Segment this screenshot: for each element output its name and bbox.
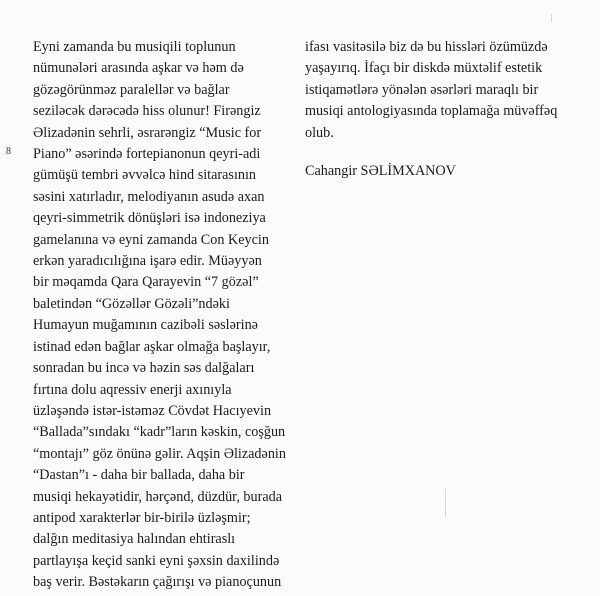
left-column bbox=[33, 37, 303, 594]
text-line: yaşayırıq. İfaçı bir diskdə müxtəlif estetik bbox=[305, 60, 543, 77]
text-line: erkən yaradıcılığına işarə edir. Müəyyən bbox=[33, 253, 262, 270]
text-line: istinad edən bağlar aşkar olmağa başlayır, bbox=[33, 338, 271, 355]
text-line: baletindən “Gözəllər Gözəli”ndəki bbox=[33, 295, 230, 312]
text-line: bir məqamda Qara Qarayevin “7 gözəl” bbox=[33, 274, 259, 291]
right-column bbox=[305, 37, 575, 182]
page-number: 8 bbox=[6, 146, 11, 157]
text-line: partlayışa keçid sanki eyni şəxsin daxilində bbox=[33, 552, 280, 569]
text-line: sonradan bu incə və həzin səs dalğaları bbox=[33, 360, 255, 377]
text-line: Əlizadənin sehrli, əsrarəngiz “Music for bbox=[33, 124, 262, 141]
text-line: gamelanına və eyni zamanda Con Keycin bbox=[33, 231, 269, 248]
text-line: “Ballada”sındakı “kadr”ların kəskin, coşğun bbox=[33, 424, 286, 441]
text-line: üzləşəndə istər-istəməz Cövdət Hacıyevin bbox=[33, 402, 272, 419]
text-line: qeyri-simmetrik dönüşləri isə indoneziya bbox=[33, 210, 266, 227]
text-line: musiqi hekayətidir, hərçənd, düzdür, burada bbox=[33, 488, 283, 505]
text-line: gözəgörünməz paralellər və bağlar bbox=[33, 81, 230, 98]
text-line: dalğın meditasiya halından ehtiraslı bbox=[33, 531, 236, 548]
text-line: olub. bbox=[305, 124, 334, 141]
text-line: Eyni zamanda bu musiqili toplunun bbox=[33, 39, 236, 55]
right-column-text bbox=[305, 37, 575, 144]
text-line: gümüşü tembri əvvəlcə hind sitarasının bbox=[33, 167, 257, 184]
text-line: fırtına dolu aqressiv enerji axınıyla bbox=[33, 381, 232, 398]
text-line: musiqi antologiyasında toplamağa müvəffəq bbox=[305, 103, 558, 120]
text-line: baş verir. Bəstəkarın çağırışı və pianoçunun bbox=[33, 574, 282, 591]
text-line: səsini xatırladır, melodiyanın asudə axan bbox=[33, 188, 265, 205]
text-line: nümunələri arasında aşkar və həm də bbox=[33, 60, 244, 77]
text-line: ifası vasitəsilə biz də bu hissləri özümüzdə bbox=[305, 39, 548, 55]
author-signature: Cahangir SƏLİMXANOV bbox=[305, 163, 456, 180]
text-line: Humayun muğamının cazibəli səslərinə bbox=[33, 317, 258, 334]
text-line: Piano” əsərində fortepianonun qeyri-adi bbox=[33, 146, 261, 163]
text-line: antipod xarakterlər bir-birilə üzləşmir; bbox=[33, 509, 251, 526]
text-line: istiqamətlərə yönələn əsərləri maraqlı bir bbox=[305, 81, 539, 98]
scan-edge-mark bbox=[445, 489, 446, 517]
text-line: “Dastan”ı - daha bir ballada, daha bir bbox=[33, 467, 245, 484]
scan-edge-mark bbox=[551, 14, 552, 22]
text-line: “montajı” göz önünə gəlir. Aqşin Əlizadənin bbox=[33, 445, 286, 462]
text-line: seziləcək dərəcədə hiss olunur! Firəngiz bbox=[33, 103, 261, 120]
